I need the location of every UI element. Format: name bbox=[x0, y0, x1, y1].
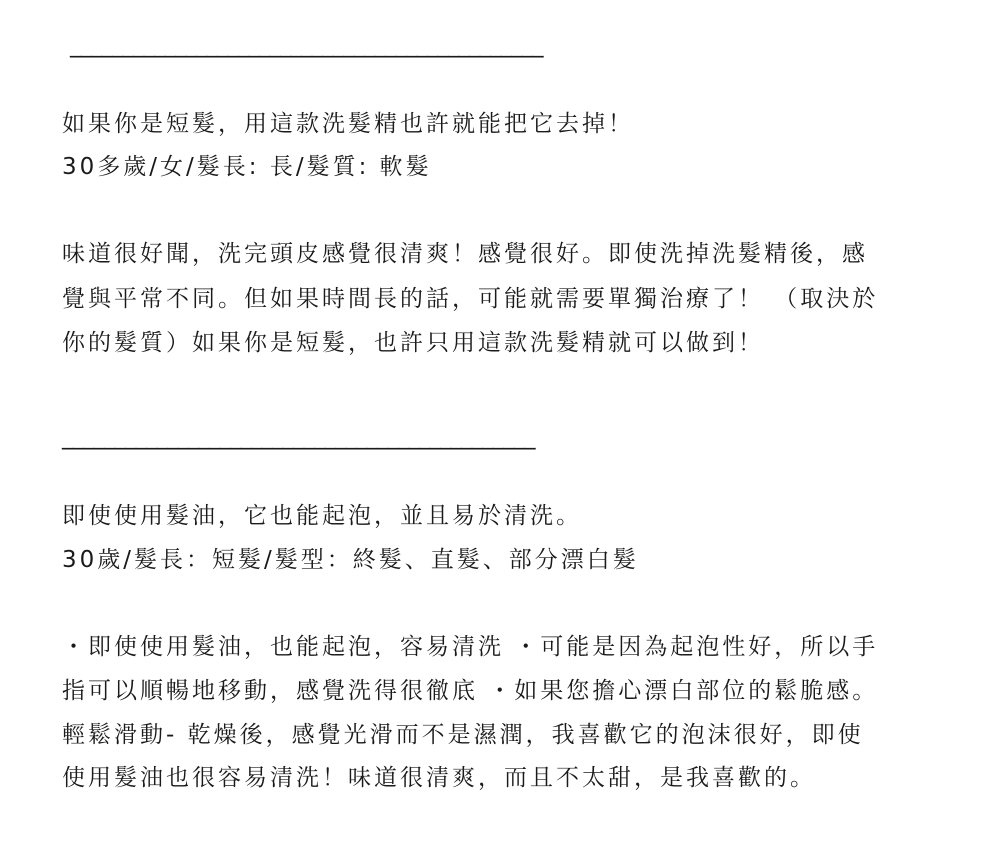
reviewer-profile: 30歲/髮長：短髮/髮型：終髮、直髮、部分漂白髮 bbox=[62, 547, 639, 573]
review-headline: 即使使用髮油，它也能起泡，並且易於清洗。 bbox=[62, 503, 582, 529]
review-headline: 如果你是短髮，用這款洗髮精也許就能把它去掉！ bbox=[62, 111, 634, 137]
review-body-line: 你的髮質）如果你是短髮，也許只用這款洗髮精就可以做到！ bbox=[62, 330, 764, 356]
review-body-line: 覺與平常不同。但如果時間長的話，可能就需要單獨治療了！ （取決於 bbox=[62, 286, 879, 312]
review-body-line: 味道很好聞，洗完頭皮感覺很清爽！感覺很好。即使洗掉洗髮精後，感 bbox=[62, 241, 868, 267]
section-divider: _____________________________________________ bbox=[70, 32, 543, 58]
review-body-line: 指可以順暢地移動，感覺洗得很徹底 ・如果您擔心漂白部位的鬆脆感。 bbox=[62, 678, 879, 704]
section-divider: _____________________________________________ bbox=[62, 424, 535, 450]
review-body-line: 輕鬆滑動- 乾燥後，感覺光滑而不是濕潤，我喜歡它的泡沫很好，即使 bbox=[62, 722, 864, 748]
review-body-line: 使用髮油也很容易清洗！味道很清爽，而且不太甜，是我喜歡的。 bbox=[62, 765, 816, 791]
review-body-line: ・即使使用髮油，也能起泡，容易清洗 ・可能是因為起泡性好，所以手 bbox=[62, 634, 879, 660]
reviewer-profile: 30多歲/女/髮長: 長/髮質: 軟髮 bbox=[62, 154, 432, 180]
